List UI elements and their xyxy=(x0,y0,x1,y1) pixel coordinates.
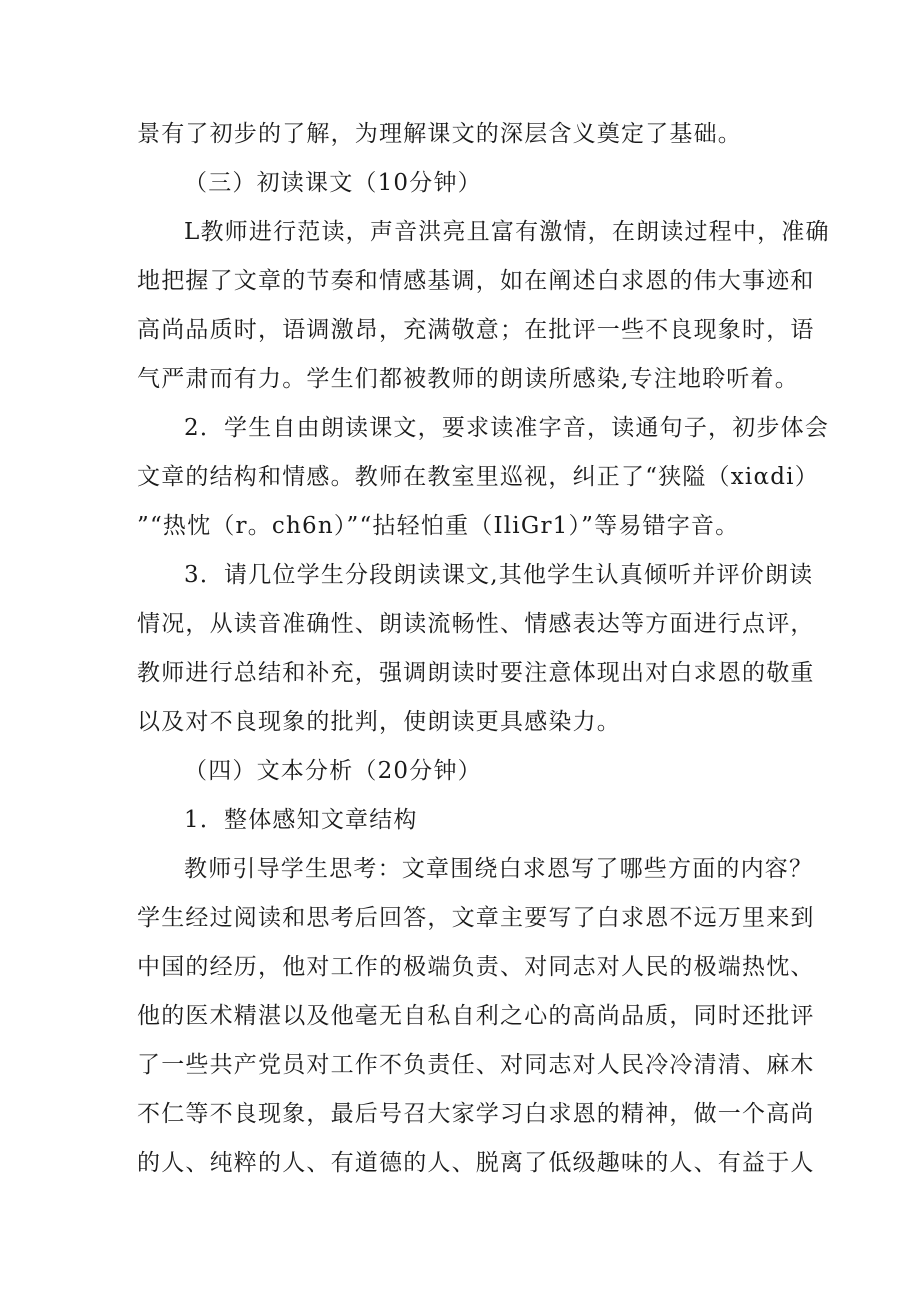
text-line: 教师进行总结和补充，强调朗读时要注意体现出对白求恩的敬重 xyxy=(137,660,815,686)
text-line: 他的医术精湛以及他毫无自私自利之心的高尚品质，同时还批评 xyxy=(137,1003,815,1029)
text-line: 气严肃而有力。学生们都被教师的朗读所感染,专注地聆听着。 xyxy=(137,366,799,392)
text-line: L教师进行范读，声音洪亮且富有激情，在朗读过程中，准确 xyxy=(184,219,830,245)
section-heading: （三）初读课文（10分钟） xyxy=(184,170,482,196)
text-line: 以及对不良现象的批判，使朗读更具感染力。 xyxy=(137,709,621,735)
text-line: 中国的经历，他对工作的极端负责、对同志对人民的极端热忱、 xyxy=(137,954,815,980)
text-line: 高尚品质时，语调激昂，充满敬意；在批评一些不良现象时，语 xyxy=(137,317,815,343)
text-line: 教师引导学生思考：文章围绕白求恩写了哪些方面的内容？ xyxy=(184,856,814,882)
text-line: 景有了初步的了解，为理解课文的深层含义奠定了基础。 xyxy=(137,121,742,147)
text-line: 不仁等不良现象，最后号召大家学习白求恩的精神，做一个高尚 xyxy=(137,1101,815,1127)
text-line: 文章的结构和情感。教师在教室里巡视，纠正了“狭隘（xiαdi） xyxy=(137,464,819,490)
text-line: 的人、纯粹的人、有道德的人、脱离了低级趣味的人、有益于人 xyxy=(137,1150,815,1176)
text-line: 地把握了文章的节奏和情感基调，如在阐述白求恩的伟大事迹和 xyxy=(137,268,815,294)
section-heading: （四）文本分析（20分钟） xyxy=(184,758,482,784)
text-line: 情况，从读音准确性、朗读流畅性、情感表达等方面进行点评， xyxy=(137,611,815,637)
subsection-heading: 1．整体感知文章结构 xyxy=(184,807,418,833)
text-line: 了一些共产党员对工作不负责任、对同志对人民冷冷清清、麻木 xyxy=(137,1052,815,1078)
text-line: ”“热忱（r。ch6n）”“拈轻怕重（IliGr1）”等易错字音。 xyxy=(137,513,740,539)
text-line: 学生经过阅读和思考后回答，文章主要写了白求恩不远万里来到 xyxy=(137,905,815,931)
text-line: 3．请几位学生分段朗读课文,其他学生认真倾听并评价朗读 xyxy=(184,562,814,588)
text-line: 2．学生自由朗读课文，要求读准字音，读通句子，初步体会 xyxy=(184,415,830,441)
